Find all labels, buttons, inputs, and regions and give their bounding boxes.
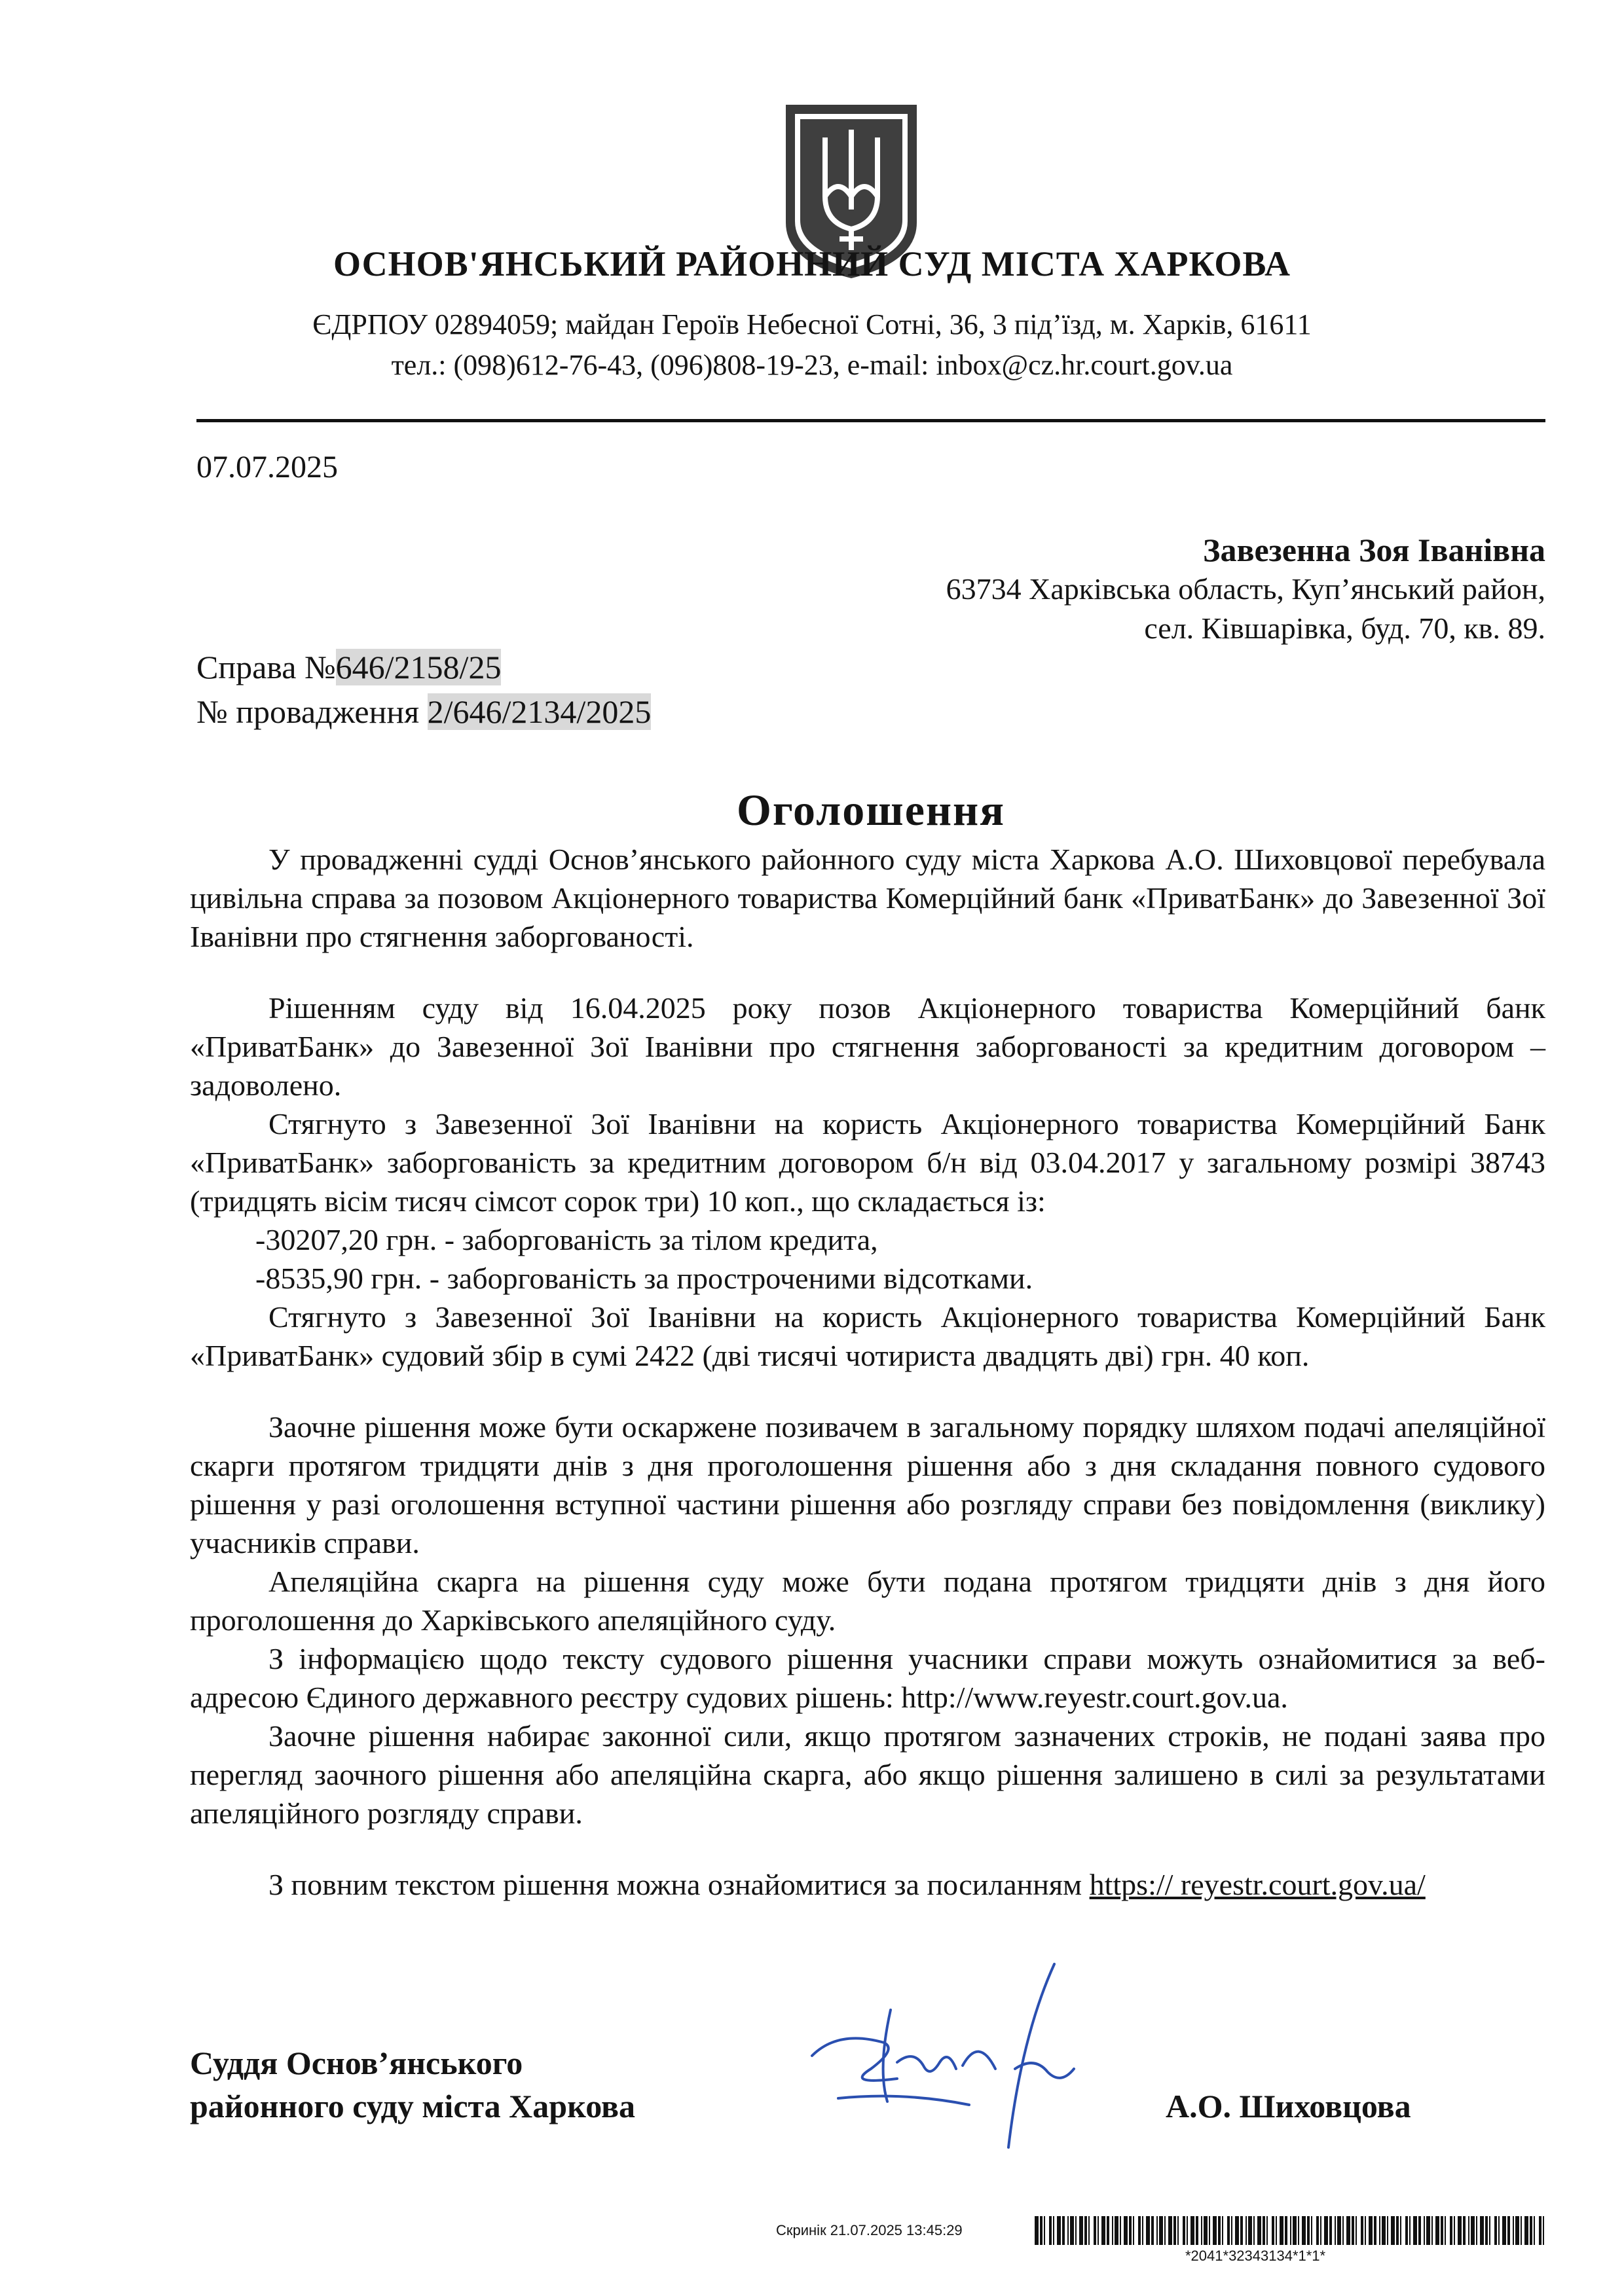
full-text-link-label: З повним текстом рішення можна ознайомитися за посиланням [268, 1868, 1090, 1901]
paragraph-appeal-term: Апеляційна скарга на рішення суду може бути подана протягом тридцяти днів з дня його проголошення до Харківського апеляційного суду. [190, 1565, 1545, 1637]
paragraph-recovery: Стягнуто з Завезенної Зої Іванівни на користь Акціонерного товариства Комерційний Банк «ПриватБанк» заборгованість за кредитним договором б/н від 03.04.2017 у загальному розмірі 38743 (тридцять вісім тисяч сімсот сорок три) 10 коп., що складається із: [190, 1107, 1545, 1218]
court-name: ОСНОВ'ЯНСЬКИЙ РАЙОННИЙ СУД МІСТА ХАРКОВА [333, 244, 1291, 283]
document-date: 07.07.2025 [196, 450, 338, 484]
body-text [190, 840, 1545, 1904]
recipient-address-line2: сел. Ківшарівка, буд. 70, кв. 89. [1144, 611, 1545, 645]
paragraph-proceeding: У провадженні судді Основ’янського районного суду міста Харкова А.О. Шиховцової перебувала цивільна справа за позовом Акціонерного товариства Комерційний банк «ПриватБанк» до Завезенної Зої Іванівни про стягнення заборгованості. [190, 843, 1545, 953]
paragraph-entry-into-force: Заочне рішення набирає законної сили, якщо протягом зазначених строків, не подані заява про перегляд заочного рішення або апеляційна скарга, або якщо рішення залишено в силі за результатами апеляційного розгляду справи. [190, 1719, 1545, 1830]
court-contacts-line: тел.: (098)612-76-43, (096)808-19-23, e-mail: inbox@cz.hr.court.gov.ua [391, 349, 1233, 381]
judge-name: А.О. Шиховцова [1166, 2088, 1411, 2124]
judge-title [190, 2041, 635, 2128]
recipient-address-line1: 63734 Харківська область, Куп’янський район, [946, 572, 1545, 606]
header-divider [196, 419, 1545, 422]
scan-stamp: Скринік 21.07.2025 13:45:29 [776, 2222, 963, 2238]
case-number-row [196, 645, 651, 689]
handwritten-signature-icon [799, 1958, 1100, 2154]
paragraph-full-text-link [190, 1865, 1545, 1904]
barcode-text: *2041*32343134*1*1* [1185, 2248, 1326, 2264]
paragraph-court-fee: Стягнуто з Завезенної Зої Іванівни на користь Акціонерного товариства Комерційний Банк «ПриватБанк» судовий збір в сумі 2422 (дві тисячі чотириста двадцять дві) грн. 40 коп. [190, 1300, 1545, 1372]
proceeding-number: 2/646/2134/2025 [427, 693, 652, 730]
proceeding-number-row [196, 689, 651, 734]
judge-title-line1: Суддя Основ’янського [190, 2045, 523, 2081]
judge-title-line2: районного суду міста Харкова [190, 2088, 636, 2124]
case-info [196, 645, 651, 734]
paragraph-decision: Рішенням суду від 16.04.2025 року позов Акціонерного товариства Комерційний банк «ПриватБанк» до Завезенної Зої Іванівни про стягнення заборгованості за кредитним договором – задоволено. [190, 991, 1545, 1102]
document-title: Оголошення [736, 785, 1006, 835]
debt-item-interest: -8535,90 грн. - заборгованість за простроченими відсотками. [255, 1262, 1033, 1295]
case-number: 646/2158/25 [335, 649, 502, 685]
proceeding-number-label: № провадження [196, 693, 428, 730]
registry-link[interactable]: https:// reyestr.court.gov.ua/ [1089, 1868, 1426, 1901]
debt-item-principal: -30207,20 грн. - заборгованість за тілом кредита, [255, 1223, 878, 1256]
paragraph-appeal-procedure: Заочне рішення може бути оскаржене позивачем в загальному порядку шляхом подачі апеляційної скарги протягом тридцяти днів з дня проголошення рішення або з дня складання повного судового рішення у разі оголошення вступної частини рішення або розгляду справи без повідомлення (виклику) учасників справи. [190, 1410, 1545, 1559]
case-number-label: Справа № [196, 649, 336, 685]
recipient-block [946, 530, 1545, 648]
court-details-line: ЄДРПОУ 02894059; майдан Героїв Небесної Сотні, 36, 3 під’їзд, м. Харків, 61611 [312, 308, 1312, 340]
barcode-icon [1035, 2216, 1545, 2245]
recipient-name: Завезенна Зоя Іванівна [1203, 532, 1545, 568]
paragraph-registry-info: З інформацією щодо тексту судового рішення учасники справи можуть ознайомитися за веб-адресою Єдиного державного реєстру судових рішень: http://www.reyestr.court.gov.ua. [190, 1642, 1545, 1714]
